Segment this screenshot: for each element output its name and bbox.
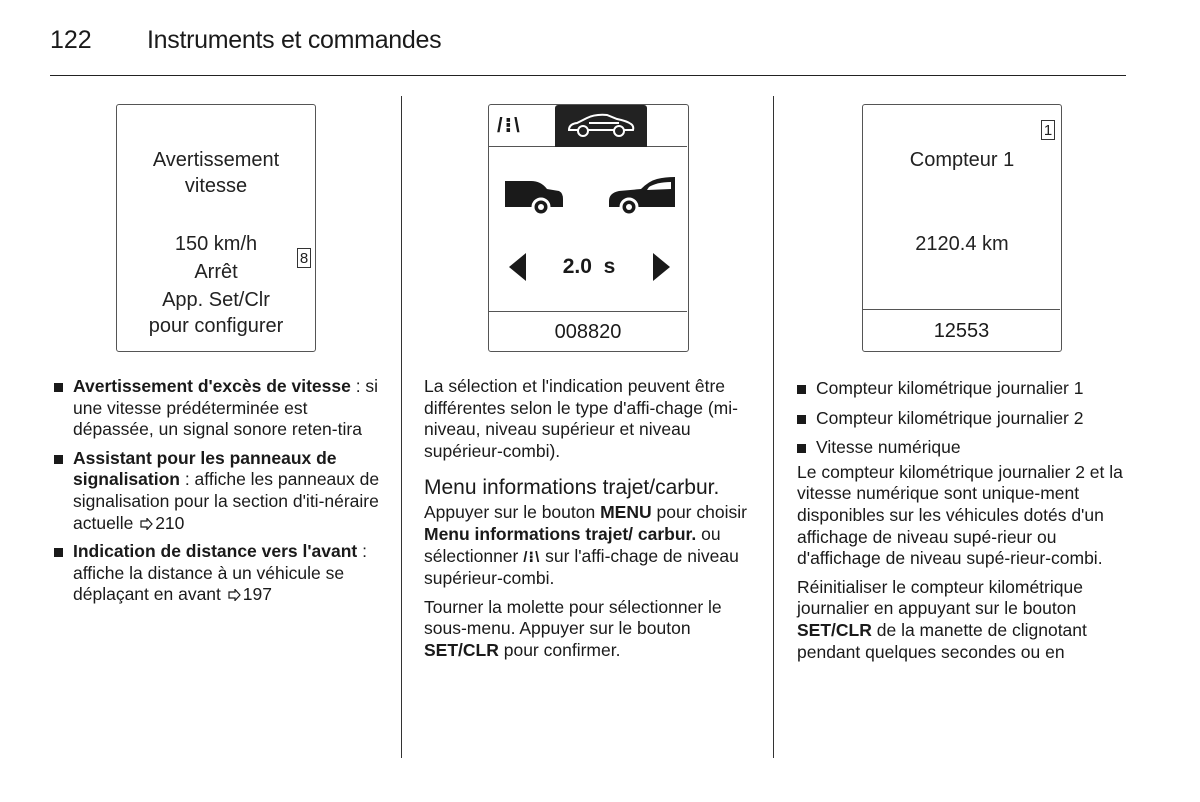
odometer-readout: 12553 xyxy=(863,309,1060,351)
text-run: pour confirmer. xyxy=(498,639,621,660)
intro-paragraph: La sélection et l'indication peuvent être différentes selon le type d'affi-chage (mi-niveau, niveau supérieur et niveau supérieur-combi). xyxy=(424,376,738,461)
list-item xyxy=(54,376,384,441)
display-line: Arrêt xyxy=(194,261,238,283)
text-run: de la manette de clignotant pendant quelques secondes ou en xyxy=(797,619,1087,662)
display-line: 150 km/h xyxy=(174,233,258,255)
arrow-right-icon xyxy=(653,253,671,281)
item-text: : affiche les panneaux de signalisation pour la section d'iti-néraire actuelle xyxy=(73,469,380,533)
list-item xyxy=(54,448,384,534)
bullet-icon xyxy=(54,548,63,557)
road-lane-icon: /⁝\ xyxy=(523,548,541,566)
road-lane-icon: /⁝\ xyxy=(497,115,522,137)
paragraph: Le compteur kilométrique journalier 2 et la vitesse numérique sont unique-ment disponibles sur les véhicules dotés d'un affichage de niveau supé-rieur ou d'affichage de niveau supé-rieur-combi. xyxy=(797,461,1123,569)
page-header xyxy=(50,26,1126,76)
car-rear-icon xyxy=(503,173,565,217)
paragraph xyxy=(797,577,1127,663)
car-front-icon xyxy=(605,173,677,217)
page-reference-arrow-icon xyxy=(140,518,153,530)
gap-value: 2.0 s xyxy=(562,255,616,278)
page-indicator-icon: 8 xyxy=(297,248,311,268)
list-item xyxy=(797,437,1127,459)
text-run: Réinitialiser le compteur kilométrique journalier en appuyant sur le bouton xyxy=(797,576,1083,619)
button-name: SET/CLR xyxy=(797,619,872,640)
menu-name: Menu informations trajet/ carbur. xyxy=(424,523,697,544)
arrow-left-icon xyxy=(509,253,527,281)
list-item xyxy=(54,541,384,606)
following-distance-display xyxy=(488,104,689,352)
odometer-readout: 008820 xyxy=(489,311,687,351)
text-run: sur l'affi-chage de niveau supérieur-combi. xyxy=(424,545,739,589)
button-name: SET/CLR xyxy=(424,639,499,660)
speed-warning-display xyxy=(116,104,316,352)
page-reference[interactable]: 197 xyxy=(242,584,272,605)
display-value: 2120.4 km xyxy=(915,233,1009,255)
display-line: pour configurer xyxy=(148,315,284,337)
display-line: vitesse xyxy=(184,175,248,197)
page-title: Instruments et commandes xyxy=(147,26,442,54)
column-1-text xyxy=(54,376,384,613)
column-divider xyxy=(773,96,774,758)
column-3-text xyxy=(797,378,1127,670)
column-2-text xyxy=(424,376,756,669)
tab-active xyxy=(555,105,647,147)
text-run: ou sélectionner xyxy=(424,523,721,566)
bullet-icon xyxy=(54,455,63,464)
paragraph xyxy=(424,597,756,662)
item-text: : affiche la distance à un véhicule se déplaçant en avant xyxy=(73,541,367,605)
page-number: 122 xyxy=(50,26,92,54)
display-line: Avertissement xyxy=(152,149,280,171)
item-text: Compteur kilométrique journalier 2 xyxy=(816,407,1084,428)
text-run: Appuyer sur le bouton xyxy=(424,502,601,523)
page-reference-arrow-icon xyxy=(228,589,241,601)
item-term: Assistant pour les panneaux de signalisation xyxy=(73,447,337,490)
item-text: Compteur kilométrique journalier 1 xyxy=(816,378,1084,398)
trip-odometer-display xyxy=(862,104,1062,352)
item-text: : si une vitesse prédéterminée est dépassée, un signal sonore reten-tira xyxy=(73,376,379,440)
page-indicator-icon: 1 xyxy=(1041,120,1055,140)
list-item xyxy=(797,378,1127,400)
button-name: MENU xyxy=(600,502,652,523)
bullet-icon xyxy=(54,383,63,392)
item-term: Avertissement d'excès de vitesse xyxy=(73,376,351,396)
item-text: Vitesse numérique xyxy=(816,437,961,458)
display-tab-bar xyxy=(489,105,687,147)
bullet-icon xyxy=(797,444,806,453)
text-run: pour choisir xyxy=(651,502,747,523)
bullet-icon xyxy=(797,385,806,394)
paragraph xyxy=(424,502,756,589)
display-title: Compteur 1 xyxy=(909,149,1015,171)
page-reference[interactable]: 210 xyxy=(155,512,185,533)
car-side-icon xyxy=(563,111,639,141)
display-line: App. Set/Clr xyxy=(162,289,270,311)
column-divider xyxy=(401,96,402,758)
text-run: Tourner la molette pour sélectionner le sous-menu. Appuyer sur le bouton xyxy=(424,596,722,639)
bullet-icon xyxy=(797,415,806,424)
item-term: Indication de distance vers l'avant xyxy=(73,541,358,562)
section-heading: Menu informations trajet/carbur. xyxy=(424,476,720,500)
list-item xyxy=(797,408,1127,430)
